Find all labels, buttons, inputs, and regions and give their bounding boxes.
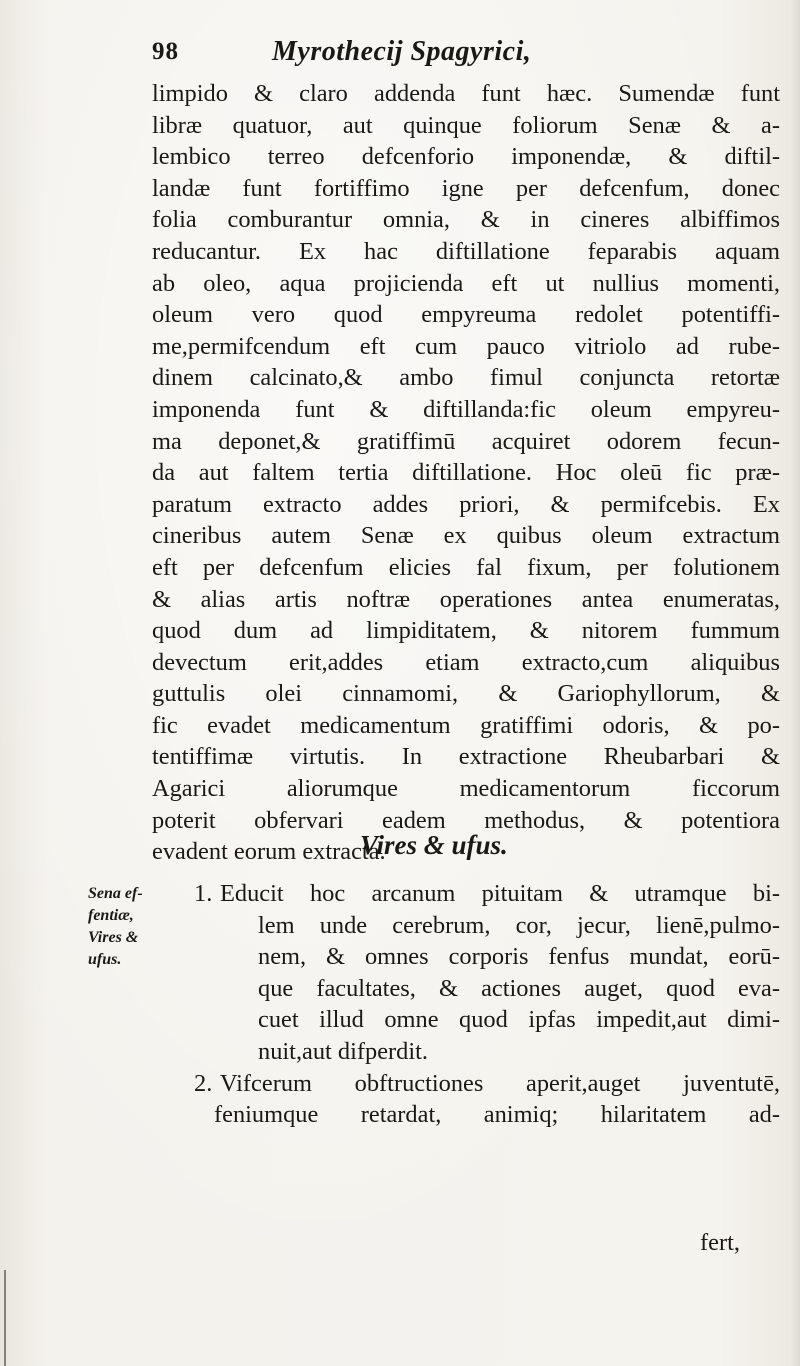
- catchword: fert,: [700, 1229, 740, 1256]
- item-text: [194, 1068, 780, 1131]
- text-line: nem, & omnes corporis fenfus mundat, eorū-: [258, 943, 780, 971]
- text-line: Educit hoc arcanum pituitam & utramque bi-: [220, 880, 780, 907]
- item-number: 1.: [194, 880, 213, 907]
- text-line: reducantur. Ex hac diftillatione feparabis aquam: [152, 237, 780, 265]
- text-line: folia comburantur omnia, & in cineres albiffimos: [152, 206, 780, 234]
- numbered-item: [194, 1068, 780, 1131]
- margin-note-line: Vires &: [88, 929, 139, 946]
- margin-note: [88, 883, 168, 971]
- item-number: 2.: [194, 1069, 213, 1097]
- text-line: limpido & claro addenda funt hæc. Sumendæ funt: [152, 80, 780, 107]
- text-line: cineribus autem Senæ ex quibus oleum extractum: [152, 522, 780, 550]
- text-line: fic evadet medicamentum gratiffimi odoris, & po-: [152, 711, 780, 739]
- text-line: imponenda funt & diftillanda:fic oleum empyreu-: [152, 395, 780, 423]
- page-header: [152, 36, 672, 76]
- numbered-item: [194, 878, 780, 1068]
- text-line: eft per defcenfum elicies fal fixum, per folutionem: [152, 553, 780, 581]
- text-line: cuet illud omne quod ipfas impedit,aut dimi-: [258, 1006, 780, 1034]
- page-number: 98: [152, 38, 179, 65]
- text-line: paratum extracto addes priori, & permifcebis. Ex: [152, 490, 780, 518]
- text-line: lem unde cerebrum, cor, jecur, lienē,pulmo-: [258, 911, 780, 939]
- text-line: Vifcerum obftructiones aperit,auget juventutē,: [220, 1069, 780, 1097]
- text-line: feniumque retardat, animiq; hilaritatem ad-: [214, 1101, 780, 1129]
- text-line: poterit obfervari eadem methodus, & potentiora: [152, 806, 780, 834]
- text-line: devectum erit,addes etiam extracto,cum aliquibus: [152, 648, 780, 676]
- text-line: tentiffimæ virtutis. In extractione Rheubarbari &: [152, 743, 780, 771]
- margin-note-line: ufus.: [88, 951, 122, 968]
- text-line: evadent eorum extracta.: [152, 838, 386, 866]
- text-line: lembico terreo defcenforio imponendæ, & diftil-: [152, 143, 780, 171]
- text-line: & alias artis noftræ operationes antea enumeratas,: [152, 585, 780, 613]
- text-line: me,permifcendum eft cum pauco vitriolo ad rube-: [152, 332, 780, 360]
- text-line: da aut faltem tertia diftillatione. Hoc oleū fic præ-: [152, 459, 780, 487]
- margin-note-line: fentiæ,: [88, 907, 134, 924]
- numbered-items: [194, 878, 780, 1131]
- main-paragraph: [152, 78, 780, 868]
- text-line: oleum vero quod empyreuma redolet potentiffi-: [152, 301, 780, 329]
- page-edge-shadow: [790, 0, 800, 1366]
- margin-note-line: Sena ef-: [88, 885, 143, 902]
- gutter-mark: [4, 1270, 6, 1366]
- text-line: Agarici aliorumque medicamentorum ficcorum: [152, 775, 780, 803]
- item-text: [194, 878, 780, 1068]
- section-heading: Vires & ufus.: [360, 830, 508, 860]
- text-line: que facultates, & actiones auget, quod eva-: [258, 974, 780, 1002]
- text-line: landæ funt fortiffimo igne per defcenfum, donec: [152, 174, 780, 202]
- text-line: guttulis olei cinnamomi, & Gariophyllorum, &: [152, 680, 780, 708]
- text-line: ab oleo, aqua projicienda eft ut nullius momenti,: [152, 269, 780, 297]
- text-line: ma deponet,& gratiffimū acquiret odorem fecun-: [152, 427, 780, 455]
- text-line: quod dum ad limpiditatem, & nitorem fummum: [152, 617, 780, 645]
- text-line: nuit,aut difperdit.: [258, 1037, 429, 1065]
- text-line: dinem calcinato,& ambo fimul conjuncta retortæ: [152, 364, 780, 392]
- running-title: Myrothecij Spagyrici,: [272, 36, 532, 67]
- text-line: libræ quatuor, aut quinque foliorum Senæ & a-: [152, 111, 780, 139]
